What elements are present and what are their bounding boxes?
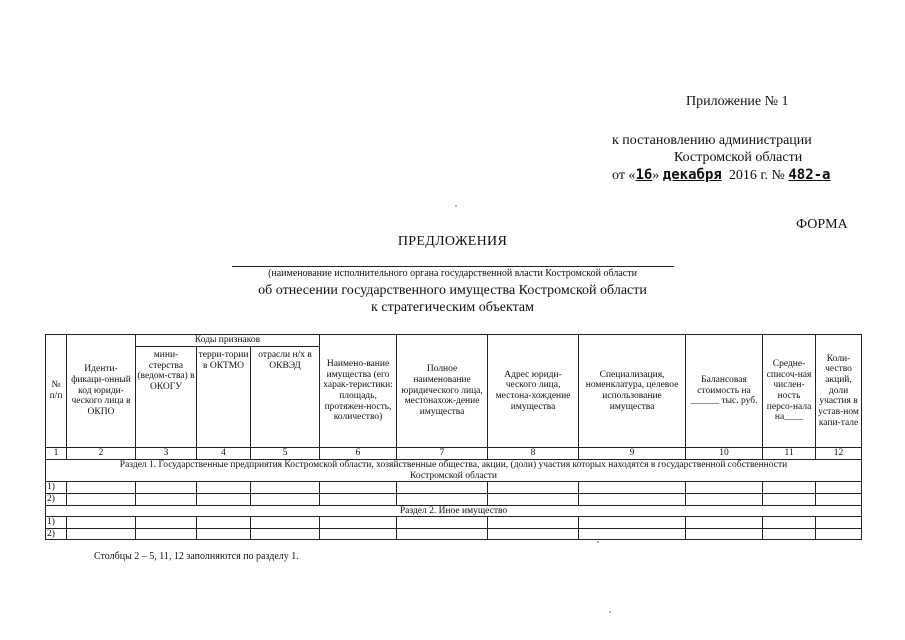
- decree-date-mid: »: [652, 168, 660, 183]
- table-cell[interactable]: [488, 482, 579, 494]
- table-cell[interactable]: [397, 517, 488, 529]
- codes-group-header: Коды признаков: [136, 335, 320, 347]
- footnote: Столбцы 2 – 5, 11, 12 заполняются по разделу 1.: [94, 551, 299, 562]
- table-cell[interactable]: [763, 528, 816, 540]
- col-number: 10: [686, 448, 763, 460]
- table-cell[interactable]: [67, 517, 136, 529]
- col-header-10: Балансовая стоимость на ______ тыс. руб.: [686, 335, 763, 448]
- col-header-2: Иденти-фикаци-онный код юриди-ческого лица в ОКПО: [67, 335, 136, 448]
- col-header-4: терри-тории в ОКТМО: [197, 347, 251, 448]
- row-label: 2): [46, 493, 67, 505]
- scan-speck: [597, 541, 599, 543]
- table-cell[interactable]: [488, 517, 579, 529]
- table-cell[interactable]: [816, 517, 862, 529]
- table-cell[interactable]: [251, 482, 320, 494]
- col-number: 7: [397, 448, 488, 460]
- decree-line-2: Костромской области: [674, 150, 803, 165]
- table-cell[interactable]: [579, 482, 686, 494]
- table-cell[interactable]: [136, 517, 197, 529]
- decree-number: 482-а: [788, 167, 831, 183]
- table-cell[interactable]: [763, 482, 816, 494]
- col-header-1: № п/п: [46, 335, 67, 448]
- scan-speck: [609, 611, 611, 613]
- table-cell[interactable]: [488, 528, 579, 540]
- row-label: 1): [46, 482, 67, 494]
- table-cell[interactable]: [136, 482, 197, 494]
- table-cell[interactable]: [197, 528, 251, 540]
- row-label: 1): [46, 517, 67, 529]
- table-cell[interactable]: [763, 517, 816, 529]
- table-cell[interactable]: [686, 482, 763, 494]
- table-cell[interactable]: [67, 482, 136, 494]
- col-header-3: мини-стерства (ведом-ства) в ОКОГУ: [136, 347, 197, 448]
- table-cell[interactable]: [251, 517, 320, 529]
- org-name-caption: (наименование исполнительного органа государственной власти Костромской области: [268, 268, 637, 279]
- table-cell[interactable]: [579, 493, 686, 505]
- table-cell[interactable]: [816, 493, 862, 505]
- col-number: 2: [67, 448, 136, 460]
- subtitle-line-2: к стратегическим объектам: [371, 300, 534, 315]
- table-cell[interactable]: [579, 528, 686, 540]
- proposals-table: [45, 334, 862, 540]
- col-number: 4: [197, 448, 251, 460]
- table-cell[interactable]: [251, 493, 320, 505]
- col-header-7: Полное наименование юридического лица, местонахож-дение имущества: [397, 335, 488, 448]
- col-header-9: Специализация, номенклатура, целевое использование имущества: [579, 335, 686, 448]
- section-1-line-2: Костромской области: [410, 470, 497, 481]
- col-header-8: Адрес юриди-ческого лица, местона-хождение имущества: [488, 335, 579, 448]
- table-cell[interactable]: [136, 493, 197, 505]
- table-cell[interactable]: [197, 482, 251, 494]
- section-2-header: Раздел 2. Иное имущество: [46, 505, 862, 517]
- col-number: 12: [816, 448, 862, 460]
- table-cell[interactable]: [251, 528, 320, 540]
- table-cell[interactable]: [67, 493, 136, 505]
- subtitle-line-1: об отнесении государственного имущества Костромской области: [258, 283, 647, 298]
- document-title: ПРЕДЛОЖЕНИЯ: [397, 234, 508, 249]
- col-number: 9: [579, 448, 686, 460]
- table-cell[interactable]: [397, 493, 488, 505]
- table-cell[interactable]: [686, 493, 763, 505]
- table-cell[interactable]: [488, 493, 579, 505]
- table-cell[interactable]: [686, 528, 763, 540]
- decree-date-prefix: от «: [612, 168, 636, 183]
- decree-month: декабря: [662, 167, 722, 183]
- table-cell[interactable]: [686, 517, 763, 529]
- col-header-6: Наимено-вание имущества (его харак-теристики: площадь, протяжен-ность, количество): [320, 335, 397, 448]
- col-number: 1: [46, 448, 67, 460]
- table-cell[interactable]: [397, 482, 488, 494]
- scan-speck: [455, 205, 457, 207]
- row-label: 2): [46, 528, 67, 540]
- table-cell[interactable]: [320, 528, 397, 540]
- decree-date-line: [612, 167, 831, 184]
- col-header-5: отрасли н/х в ОКВЭД: [251, 347, 320, 448]
- table-cell[interactable]: [136, 528, 197, 540]
- col-header-11: Средне-списоч-ная числен-ность персо-нала на____: [763, 335, 816, 448]
- col-number: 3: [136, 448, 197, 460]
- table-cell[interactable]: [816, 482, 862, 494]
- section-1-header: [46, 460, 862, 482]
- decree-line-1: к постановлению администрации: [612, 133, 812, 148]
- table-cell[interactable]: [320, 493, 397, 505]
- table-cell[interactable]: [579, 517, 686, 529]
- table-cell[interactable]: [67, 528, 136, 540]
- decree-day: 16: [635, 167, 653, 183]
- col-number: 5: [251, 448, 320, 460]
- table-cell[interactable]: [397, 528, 488, 540]
- table-cell[interactable]: [320, 482, 397, 494]
- table-cell[interactable]: [816, 528, 862, 540]
- decree-year: 2016 г. №: [728, 168, 785, 183]
- col-number: 8: [488, 448, 579, 460]
- table-cell[interactable]: [320, 517, 397, 529]
- section-1-line-1: Раздел 1. Государственные предприятия Костромской области, хозяйственные общества, акции, (доли) участия которых находятся в государственной собственности: [119, 460, 788, 470]
- table-cell[interactable]: [763, 493, 816, 505]
- appendix-label: Приложение № 1: [686, 94, 789, 109]
- col-number: 11: [763, 448, 816, 460]
- form-label: ФОРМА: [796, 217, 848, 232]
- table-cell[interactable]: [197, 493, 251, 505]
- col-header-12: Коли-чество акций, доли участия в устав-ном капи-тале: [816, 335, 862, 448]
- table-cell[interactable]: [197, 517, 251, 529]
- org-name-line: [232, 266, 674, 267]
- col-number: 6: [320, 448, 397, 460]
